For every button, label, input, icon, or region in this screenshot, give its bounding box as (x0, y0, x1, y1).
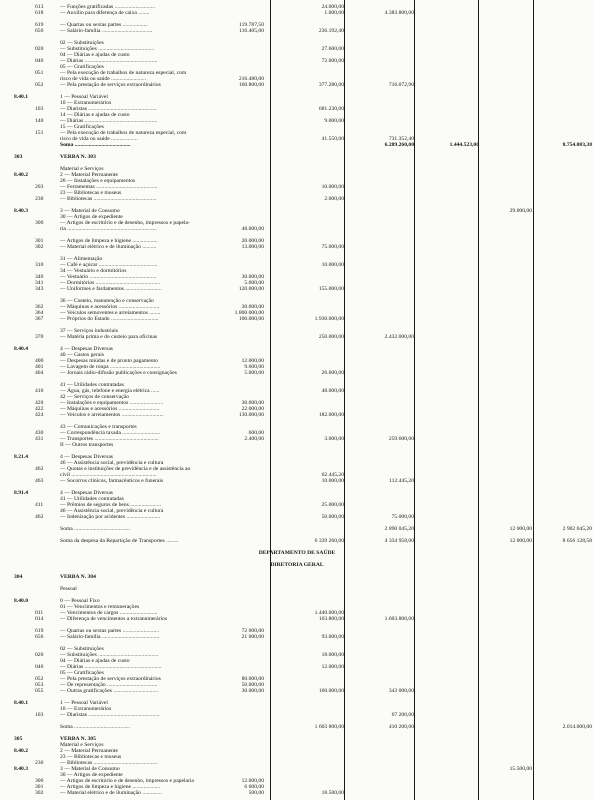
amount-col-2: 18.000,00 (321, 652, 344, 658)
section-code: 8.40.2 (14, 172, 28, 178)
item-description: Material e Serviços (60, 166, 104, 172)
item-description: 37 — Serviços industriais (60, 328, 118, 334)
amount-col-2: 155.000,00 (318, 286, 344, 292)
item-description: — Lavagem de roupa .................................... (60, 364, 161, 370)
item-code: 051 (35, 70, 44, 76)
item-description: Pessoal (60, 586, 77, 592)
item-code: 613 (35, 4, 44, 10)
amount-col-2: 681.230,00 (318, 106, 344, 112)
item-description: VERBA N. 305 (60, 736, 96, 742)
amount-col-2: 48.000,00 (321, 388, 344, 394)
section-code: 8.40.3 (14, 208, 28, 214)
item-description: — Material elétrico e de iluminação .............. (60, 790, 162, 796)
amount-col-1: 72 000,00 (241, 628, 264, 634)
item-description: 1 — Pessoal Variável (60, 700, 108, 706)
amount-col-6: 8.754.083,38 (562, 142, 592, 148)
amount-col-2: 24.000,00 (321, 4, 344, 10)
item-description: risco de vida ou saúde ................... (60, 136, 138, 142)
item-description: — Água, gás, telefone e energia elétrica ...... (60, 388, 160, 394)
item-description: 4 — Despesas Diversas (60, 490, 113, 496)
item-description: Soma da despesa da Repartição de Transportes ......... (60, 538, 179, 544)
item-code: 431 (35, 436, 44, 442)
item-code: 463 (35, 478, 44, 484)
item-code: 103 (35, 106, 44, 112)
item-description: 3 — Material de Consumo (60, 766, 120, 772)
item-description: 31 — Alimentação (60, 256, 103, 262)
amount-col-5: 12 000,00 (509, 538, 532, 544)
section-code: 8.40.4 (14, 346, 28, 352)
amount-col-1: 160.800,00 (238, 82, 264, 88)
item-description: risco de vida ou saúde ......................... (60, 76, 147, 82)
item-code: 011 (35, 610, 44, 616)
item-description: — Veículos semoventes e arreiamentos ........ (60, 310, 161, 316)
amount-col-3: 731.352,40 (388, 136, 414, 142)
item-code: 203 (35, 184, 44, 190)
item-description: — Quartas ou sextas partes .......................... (60, 628, 159, 634)
item-description: — Jornais rádio-difusão publicações e consignações (60, 370, 177, 376)
item-code: 052 (35, 676, 44, 682)
item-description: — Dormitórios .............................................. (60, 280, 161, 286)
item-description: 3 — Material de Consumo (60, 208, 120, 214)
item-code: 364 (35, 310, 44, 316)
item-description: — Artigos de escritório e de desenho, impressos e papela- (60, 220, 190, 226)
amount-col-2: 12.000,00 (321, 664, 344, 670)
item-description: — Salário-família .................................... (60, 28, 153, 34)
item-description: — Socorros clínicos, farmacêuticos e funerais (60, 478, 164, 484)
item-description: 36 — Custeio, manutenção e conservação (60, 298, 154, 304)
item-description: Soma ........................................ (60, 142, 131, 148)
item-code: 462 (35, 514, 44, 520)
item-description: — Instalações e equipamentos ........................ (60, 400, 164, 406)
amount-col-1: 22.000,00 (241, 406, 264, 412)
item-description: 02 — Substituições (60, 40, 104, 46)
item-code: 420 (35, 400, 44, 406)
item-description: Soma ........................................ (60, 724, 131, 730)
section-code: 305 (14, 736, 23, 742)
amount-col-2: 62.445,20 (321, 472, 344, 478)
amount-col-2: 2.000,00 (324, 196, 344, 202)
item-code: 401 (35, 364, 44, 370)
item-code: 301 (35, 238, 44, 244)
item-description: 02 — Substituições (60, 646, 104, 652)
item-description: — Correspondência taxada ........................... (60, 430, 161, 436)
item-code: 656 (35, 634, 44, 640)
item-description: — Diaristas ................................................. (60, 106, 157, 112)
section-code: 8.40.3 (14, 766, 28, 772)
item-description: Soma ........................................ (60, 526, 131, 532)
item-code: 052 (35, 82, 44, 88)
amount-col-3: 4.383.800,00 (384, 10, 414, 16)
amount-col-2: 377.280,00 (318, 82, 344, 88)
item-description: 10 — Extranumerários (60, 100, 112, 106)
item-description: 40 — Gastos gerais (60, 352, 104, 358)
amount-col-1: 5.000,00 (244, 370, 264, 376)
item-description: 4 — Despesas Diversas (60, 346, 113, 352)
amount-col-1: 20.000,00 (241, 238, 264, 244)
amount-col-2: 1.000,00 (324, 10, 344, 16)
item-description: — Vencimentos de cargos ........................... (60, 610, 158, 616)
item-description: VERBA N. 303 (60, 154, 96, 160)
item-code: 230 (35, 196, 44, 202)
section-code: 8.21.4 (14, 454, 28, 460)
section-heading: DEPARTAMENTO DE SAÚDE (258, 550, 336, 556)
amount-col-3: 410 200,00 (388, 724, 414, 730)
item-code: 400 (35, 358, 44, 364)
item-description: ria ................................................................ (60, 226, 157, 232)
amount-col-3: 67 200,00 (391, 712, 414, 718)
item-description: — Diárias .................................................... (60, 118, 158, 124)
item-description: VERBA N. 304 (60, 574, 96, 580)
amount-col-2: 9.000,00 (324, 118, 344, 124)
amount-col-2: 41.550,00 (321, 136, 344, 142)
item-description: II — Outros transportes (60, 442, 114, 448)
item-code: 040 (35, 58, 44, 64)
item-code: 103 (35, 712, 44, 718)
amount-col-1: 216.480,00 (238, 76, 264, 82)
amount-col-2: 72.000,00 (321, 58, 344, 64)
amount-col-2: 18.500,00 (321, 790, 344, 796)
amount-col-3: 343 000,00 (388, 688, 414, 694)
item-description: — Despesas miúdas e de pronto pagamento (60, 358, 158, 364)
amount-col-2: 160.000,00 (318, 688, 344, 694)
item-code: 300 (35, 220, 44, 226)
amount-col-3: 6.289.260,00 (384, 142, 414, 148)
item-description: 14 — Diárias e ajudas de custo (60, 112, 130, 118)
item-description: civil ............................................................. (60, 472, 157, 478)
item-code: 310 (35, 262, 44, 268)
item-code: 055 (35, 688, 44, 694)
amount-col-1: 12.000,00 (241, 358, 264, 364)
item-code: 340 (35, 274, 44, 280)
item-description: — Matéria prima e do custeio para oficinas (60, 334, 158, 340)
amount-col-6: 2.014.000,00 (562, 724, 592, 730)
item-description: — Veículos e arreiamentos .............................. (60, 412, 164, 418)
item-description: 0 — Pessoal Fixo (60, 598, 100, 604)
amount-col-2: 10.000,00 (321, 184, 344, 190)
amount-col-2: 25.000,00 (321, 502, 344, 508)
item-code: 053 (35, 682, 44, 688)
item-code: 040 (35, 664, 44, 670)
amount-col-2: 10.000,00 (321, 262, 344, 268)
section-code: 8.40.1 (14, 700, 28, 706)
amount-col-3: 75.000,00 (391, 514, 414, 520)
item-description: — Substituições ........................................ (60, 46, 155, 52)
item-code: 619 (35, 628, 44, 634)
item-description: — Bibliotecas ............................................. (60, 196, 157, 202)
item-code: 020 (35, 46, 44, 52)
amount-col-2: 3.000,00 (324, 436, 344, 442)
item-code: 618 (35, 10, 44, 16)
item-code: 151 (35, 130, 44, 136)
item-description: 05 — Gratificações (60, 64, 104, 70)
item-description: — Prêmios de seguros de bens ...................... (60, 502, 161, 508)
item-description: 05 — Gratificações (60, 670, 104, 676)
item-description: — Café e açúcar .......................................... (60, 262, 158, 268)
section-code: 8.40.1 (14, 94, 28, 100)
amount-col-5: 15.500,00 (509, 766, 532, 772)
item-code: 410 (35, 388, 44, 394)
item-code: 301 (35, 784, 44, 790)
amount-col-1: 21 000,00 (241, 634, 264, 640)
item-code: 462 (35, 466, 44, 472)
amount-col-1: 600,00 (248, 430, 264, 436)
item-description: — Pela prestação de serviços extraordinários (60, 82, 161, 88)
item-description: 04 — Diárias e ajudas de custo (60, 52, 130, 58)
section-code: 303 (14, 154, 23, 160)
amount-col-2: 236.192,40 (318, 28, 344, 34)
item-code: 020 (35, 652, 44, 658)
item-code: 343 (35, 286, 44, 292)
amount-col-2: 1 603 800,00 (314, 724, 344, 730)
item-description: — Uniformes e fardamentos .......................... (60, 286, 162, 292)
item-code: 404 (35, 370, 44, 376)
item-code: 370 (35, 334, 44, 340)
amount-col-1: 119.787,50 (239, 22, 264, 28)
amount-col-3: 259.600,00 (388, 436, 414, 442)
item-description: — Pela execução de trabalhos de natureza especial, com (60, 130, 187, 136)
amount-col-4: 1.444.523,00 (449, 142, 479, 148)
amount-col-1: 130.000,00 (238, 412, 264, 418)
amount-col-2: 163.800,00 (318, 616, 344, 622)
amount-col-1: 120.000,00 (238, 286, 264, 292)
item-code: 619 (35, 22, 44, 28)
item-code: 362 (35, 304, 44, 310)
amount-col-3: 4 334 958,00 (384, 538, 414, 544)
amount-col-3: 2 890 045,20 (384, 526, 414, 532)
item-code: 367 (35, 316, 44, 322)
amount-col-5: 29.000,00 (509, 208, 532, 214)
item-description: — Transportes .............................................. (60, 436, 159, 442)
item-description: 10 — Extranumerários (60, 706, 112, 712)
item-description: 23 — Bibliotecas e museus (60, 754, 122, 760)
item-description: 30 — Artigos de expediente (60, 214, 123, 220)
item-code: 014 (35, 616, 44, 622)
item-description: — Indenização por acidentes ........................ (60, 514, 161, 520)
item-description: — Vestuário ................................................ (60, 274, 157, 280)
amount-col-6: 8 656 128,58 (562, 538, 592, 544)
amount-col-1: 100.000,00 (238, 316, 264, 322)
item-code: 302 (35, 244, 44, 250)
item-description: 34 — Vestuário e dormitórios (60, 268, 127, 274)
item-description: 46 — Assistência social, previdência e cultura (60, 460, 164, 466)
amount-col-2: 50.000,00 (321, 514, 344, 520)
amount-col-1: 5.000,00 (244, 280, 264, 286)
section-code: 8.40.2 (14, 748, 28, 754)
item-code: 424 (35, 412, 44, 418)
amount-col-1: 30.000,00 (241, 400, 264, 406)
section-heading: DIRETORIA GERAL (270, 562, 324, 568)
amount-col-1: 116.405,00 (239, 28, 264, 34)
item-description: — Máquinas e acessórios ............................. (60, 304, 160, 310)
item-code: 430 (35, 430, 44, 436)
item-description: 43 — Comunicações e transportes (60, 424, 137, 430)
item-description: 20 — Instalações e equipamentos (60, 178, 136, 184)
item-description: — Substituições ........................................... (60, 652, 159, 658)
item-description: 30 — Artigos de expediente (60, 772, 123, 778)
item-code: 302 (35, 790, 44, 796)
amount-col-3: 716.072,90 (388, 82, 414, 88)
item-description: 04 — Diárias e ajudas de custo (60, 658, 130, 664)
item-description: 41 — Utilidades contratadas (60, 496, 124, 502)
amount-col-2: 6 339 260,00 (314, 538, 344, 544)
amount-col-5: 12 000,00 (509, 526, 532, 532)
amount-col-1: 13.000,00 (241, 244, 264, 250)
amount-col-2: 1.440.000,00 (314, 610, 344, 616)
item-description: — Bibliotecas .............................................. (60, 760, 158, 766)
item-description: 46 — Assistência social, previdência e cultura (60, 508, 164, 514)
item-code: 230 (35, 760, 44, 766)
item-code: 341 (35, 280, 44, 286)
item-description: — Outras gratificações ................................ (60, 688, 159, 694)
amount-col-1: 30.000,00 (241, 274, 264, 280)
amount-col-1: 9.600,00 (244, 364, 264, 370)
amount-col-2: 250.000,00 (318, 334, 344, 340)
amount-col-2: 75.000,00 (321, 244, 344, 250)
amount-col-3: 2.432.000,00 (384, 334, 414, 340)
section-code: 8.40.0 (14, 598, 28, 604)
amount-col-1: 30.000,00 (241, 688, 264, 694)
item-description: 4 — Despesas Diversas (60, 454, 113, 460)
item-description: — Quartas ou sextas partes .................. (60, 22, 148, 28)
amount-col-2: 27.600,00 (321, 46, 344, 52)
item-description: 23 — Bibliotecas e museus (60, 190, 122, 196)
amount-col-1: 50.000,00 (241, 682, 264, 688)
item-description: — Material elétrico e de iluminação .......... (60, 244, 157, 250)
item-code: 422 (35, 406, 44, 412)
item-description: 2 — Material Permanente (60, 748, 118, 754)
amount-col-1: 80.000,00 (241, 676, 264, 682)
amount-col-2: 26.600,00 (321, 370, 344, 376)
item-code: 300 (35, 778, 44, 784)
item-description: 01 — Vencimentos e remunerações (60, 604, 140, 610)
item-description: — Quotas e instituições de previdência e de assistência ao (60, 466, 191, 472)
item-description: 41 — Utilidades contratadas (60, 382, 124, 388)
section-code: 8.91.4 (14, 490, 28, 496)
amount-col-1: 500,00 (248, 790, 264, 796)
item-description: — Diaristas ................................................... (60, 712, 160, 718)
item-description: — Pela prestação de serviços extraordinários (60, 676, 161, 682)
item-description: 1 — Pessoal Variável (60, 94, 108, 100)
item-description: — Ferramentas ............................................ (60, 184, 158, 190)
item-description: — Artigos de escritório e de desenho, impressos e papelaria (60, 778, 194, 784)
item-description: 42 — Serviços de conservação (60, 394, 129, 400)
amount-col-2: 1.930.000,00 (314, 316, 344, 322)
amount-col-1: 12.000,00 (241, 778, 264, 784)
amount-col-3: 112.445,20 (389, 478, 414, 484)
item-code: 411 (35, 502, 44, 508)
item-description: 15 — Gratificações (60, 124, 104, 130)
amount-col-1: 1.800.000,00 (234, 310, 264, 316)
item-description: — Auxílio para diferença de caixa ........ (60, 10, 150, 16)
item-description: — Diárias ....................................................... (60, 664, 162, 670)
item-description: — Diárias .................................................... (60, 58, 158, 64)
item-description: — Artigos de limpeza e higiene .................... (60, 784, 161, 790)
item-description: — Funções gratificadas ............................. (60, 4, 156, 10)
item-description: — Máquinas e acessórios ............................. (60, 406, 160, 412)
item-description: 2 — Material Permanente (60, 172, 118, 178)
section-code: 304 (14, 574, 23, 580)
amount-col-2: 10.000,00 (321, 478, 344, 484)
amount-col-2: 182.000,00 (318, 412, 344, 418)
item-description: — De representação .................................... (60, 682, 158, 688)
ledger-row (0, 789, 594, 797)
item-code: 140 (35, 118, 44, 124)
item-description: Material e Serviços (60, 742, 104, 748)
amount-col-1: 2.400,00 (244, 436, 264, 442)
item-description: — Próprios do Estado .................................. (60, 316, 159, 322)
amount-col-2: 93.000,00 (321, 634, 344, 640)
item-code: 656 (35, 28, 44, 34)
amount-col-1: 30.000,00 (241, 304, 264, 310)
amount-col-3: 1.603.800,00 (384, 616, 414, 622)
amount-col-6: 2 902 045,20 (562, 526, 592, 532)
amount-col-1: 48.000,00 (241, 226, 264, 232)
item-description: — Artigos de limpeza e higiene .................. (60, 238, 158, 244)
item-description: — Pela execução de trabalhos de natureza especial, com (60, 70, 187, 76)
item-description: — Diferença de vencimentos a extranumerários (60, 616, 168, 622)
item-description: — Salário-família ......................................... (60, 634, 160, 640)
amount-col-1: 6 000,00 (244, 784, 264, 790)
